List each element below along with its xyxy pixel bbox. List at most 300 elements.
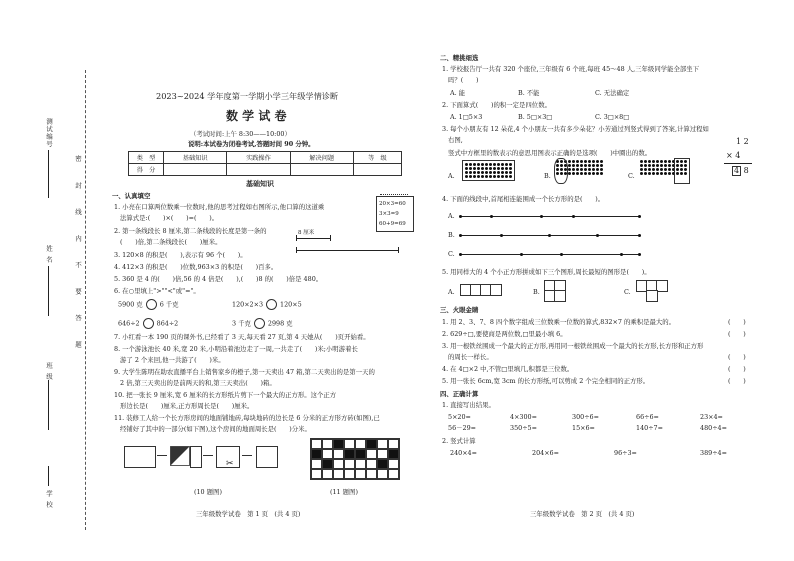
q6: 6. 在○里填上">""<"或"="。 bbox=[114, 287, 200, 295]
dot bbox=[592, 160, 595, 163]
compare-right: 6 千克 bbox=[159, 300, 179, 309]
floor-tile bbox=[333, 459, 344, 469]
calc-card-rings bbox=[380, 194, 408, 198]
q7: 7. 小红看一本 190 页的课外书,已经看了 3 天,每天看 27 页,第 4 天她从( )页开始看。 bbox=[114, 333, 370, 341]
q10-line-a: 10. 把一张长 9 厘米,宽 6 厘米的长方形纸片剪下一个最大的正方形。这个正方 bbox=[114, 391, 337, 399]
shape-c-cell bbox=[646, 290, 658, 302]
dot bbox=[481, 171, 484, 174]
mc1-option-c[interactable]: C. 无法确定 bbox=[595, 89, 630, 97]
dot bbox=[652, 164, 655, 167]
section-4-title: 四、正确计算 bbox=[440, 390, 479, 398]
mc5: 5. 用同样大的 4 个小正方形拼成如下三个图形,周长最短的图形是( )。 bbox=[442, 268, 651, 276]
calc-line: 60+9=69 bbox=[379, 221, 406, 227]
page-2-footer: 三年级数学试卷 第 2 页 (共 4 页) bbox=[530, 510, 635, 518]
binding-line bbox=[48, 266, 49, 316]
dot bbox=[592, 164, 595, 167]
dot bbox=[640, 164, 643, 167]
floor-tile bbox=[344, 459, 355, 469]
option-b-label[interactable]: B. bbox=[544, 172, 551, 180]
section-3-title: 三、火眼金睛 bbox=[440, 306, 479, 314]
section-2-title: 二、精挑细选 bbox=[440, 54, 479, 62]
dot bbox=[584, 168, 587, 171]
dot bbox=[568, 164, 571, 167]
dot bbox=[485, 175, 488, 178]
q11-line-b: 经铺好了其中的一部分(如下图),这个房间的地面周长是( )分米。 bbox=[120, 425, 311, 433]
compare-row bbox=[118, 299, 179, 310]
floor-tile bbox=[388, 469, 399, 479]
q4: 4. 412×3 的积是( )位数,963×3 的积是( )百多。 bbox=[114, 263, 278, 271]
dot bbox=[656, 160, 659, 163]
seal-dashed-line bbox=[85, 70, 86, 530]
calc-1-title: 1. 直接写出结果。 bbox=[442, 401, 495, 409]
dot bbox=[572, 172, 575, 175]
dot bbox=[584, 160, 587, 163]
dot bbox=[600, 172, 603, 175]
score-cell[interactable] bbox=[290, 164, 353, 176]
oral-calc-item: 480÷4= bbox=[700, 424, 727, 432]
dot bbox=[572, 164, 575, 167]
dot bbox=[580, 168, 583, 171]
q8-line-b: 游了 2 个来回,他一共游了( )米。 bbox=[120, 356, 225, 364]
dot bbox=[493, 171, 496, 174]
dot bbox=[596, 164, 599, 167]
dot bbox=[505, 175, 508, 178]
dot bbox=[576, 168, 579, 171]
figure-11-tile-grid bbox=[310, 438, 400, 480]
score-cell[interactable] bbox=[164, 164, 227, 176]
floor-tile bbox=[311, 439, 322, 449]
dot bbox=[588, 168, 591, 171]
dot bbox=[660, 168, 663, 171]
dot bbox=[568, 160, 571, 163]
shape-a-cell bbox=[490, 284, 502, 296]
dot bbox=[656, 164, 659, 167]
compare-left: 3 千克 bbox=[232, 319, 251, 328]
oral-calc-item: 350÷5= bbox=[510, 424, 537, 432]
dot bbox=[668, 168, 671, 171]
floor-tile bbox=[355, 459, 366, 469]
binding-line bbox=[48, 466, 49, 486]
dot bbox=[588, 160, 591, 163]
vertical-mult-top: 1 2 bbox=[736, 137, 749, 146]
q9-line-a: 9. 大学生陈明在助农直播平台上销售家乡的橙子,第一天卖出 47 箱,第二天卖出的是第一天的 bbox=[114, 368, 375, 376]
mc2: 2. 下面算式( )的积一定是四位数。 bbox=[442, 101, 551, 109]
judge-3-line-b: 的周长一样长。 bbox=[448, 353, 493, 361]
ruler-label: 8 厘米 bbox=[298, 230, 315, 236]
dot bbox=[588, 164, 591, 167]
dot bbox=[644, 160, 647, 163]
oral-calc-item: 4×300= bbox=[510, 413, 537, 421]
compare-row bbox=[118, 318, 178, 329]
caption-figure-10: (10 题图) bbox=[194, 488, 222, 496]
dot bbox=[501, 171, 504, 174]
dot bbox=[644, 164, 647, 167]
floor-tile bbox=[388, 439, 399, 449]
floor-tile bbox=[377, 449, 388, 459]
dot bbox=[477, 171, 480, 174]
dot bbox=[465, 175, 468, 178]
compare-circle[interactable] bbox=[266, 299, 277, 310]
option-c-box bbox=[674, 158, 690, 184]
binding-line bbox=[48, 380, 49, 430]
line-set-b-label[interactable]: B. bbox=[448, 231, 455, 239]
judge-3-line-a: 3. 用一根铁丝围成一个最大的正方形,再用同一根铁丝围成一个最大的长方形,长方形和正方形 bbox=[442, 342, 704, 350]
dot bbox=[644, 172, 647, 175]
q8-line-a: 8. 一个游泳池长 40 米,宽 20 米,小明沿着池边走了一周,一共走了( )米;小明游着长 bbox=[114, 345, 358, 353]
dot bbox=[509, 167, 512, 170]
judge-5-paren[interactable]: ( ) bbox=[728, 377, 746, 385]
floor-tile bbox=[366, 459, 377, 469]
dot bbox=[485, 167, 488, 170]
dot bbox=[640, 172, 643, 175]
mc3-line-a: 3. 每个小朋友有 12 朵花,4 个小朋友一共有多少朵花？小芳通过列竖式得到了答案,计算过程如 bbox=[442, 125, 709, 133]
mc1-option-b[interactable]: B. 不能 bbox=[518, 89, 540, 97]
dot bbox=[572, 160, 575, 163]
dot bbox=[481, 175, 484, 178]
segment-point bbox=[620, 253, 623, 256]
exam-time: （考试时间:上午 8:30——10:00） bbox=[190, 130, 291, 138]
compare-left: 120×2×3 bbox=[232, 300, 264, 309]
dot bbox=[648, 172, 651, 175]
compare-left: 646÷2 bbox=[118, 319, 140, 328]
dot bbox=[481, 167, 484, 170]
fig10-result-square bbox=[256, 446, 278, 468]
mc2-option-a[interactable]: A. 1□5×3 bbox=[450, 113, 483, 121]
floor-tile bbox=[322, 449, 333, 459]
section-1-title: 一、认真填空 bbox=[112, 192, 151, 200]
dot bbox=[580, 172, 583, 175]
score-header-basic: 基础知识 bbox=[164, 152, 227, 164]
calc-card bbox=[376, 196, 414, 232]
vertical-calc-item: 389÷4= bbox=[700, 449, 727, 457]
segment-1 bbox=[296, 238, 330, 239]
segment-2 bbox=[296, 250, 398, 251]
score-row-label: 得 分 bbox=[129, 164, 164, 176]
dot bbox=[497, 167, 500, 170]
segment-point bbox=[459, 215, 462, 218]
judge-4-paren[interactable]: ( ) bbox=[728, 365, 746, 373]
dot bbox=[668, 160, 671, 163]
compare-left: 5900 克 bbox=[118, 300, 143, 309]
dot bbox=[489, 175, 492, 178]
segment-1-tick bbox=[330, 235, 331, 241]
shape-a-label[interactable]: A. bbox=[448, 288, 455, 296]
line-set-c-label[interactable]: C. bbox=[448, 250, 455, 258]
exam-subject: 数 学 试 卷 bbox=[226, 109, 287, 123]
dot bbox=[505, 171, 508, 174]
dot bbox=[501, 163, 504, 166]
segment-2-tick bbox=[398, 247, 399, 253]
exam-title: 2023~2024 学年度第一学期小学三年级学情诊断 bbox=[156, 91, 339, 101]
highlighted-digit-box: 4 bbox=[734, 166, 740, 175]
compare-circle[interactable] bbox=[143, 318, 154, 329]
dot bbox=[497, 171, 500, 174]
fig10-arrow bbox=[242, 455, 252, 456]
scissors-icon: ✂ bbox=[226, 459, 234, 469]
judge-2-paren[interactable]: ( ) bbox=[728, 330, 746, 338]
judge-1: 1. 用 2、3、7、8 四个数字组成三位数乘一位数的算式,832×7 的乘积是最大的。 bbox=[442, 318, 676, 326]
dot bbox=[489, 167, 492, 170]
mc3-line-c: 竖式中方框里的数表示的意思用图表示正确的是选项( )中圈出的数。 bbox=[448, 149, 652, 157]
compare-right: 120×5 bbox=[280, 300, 302, 309]
shape-b-cell bbox=[554, 290, 566, 302]
calc-line: 3×3=9 bbox=[379, 211, 399, 217]
compare-circle[interactable] bbox=[254, 318, 265, 329]
floor-tile bbox=[388, 459, 399, 469]
segment-point bbox=[572, 215, 575, 218]
judge-5: 5. 用一张长 6cm,宽 3cm 的长方形纸,可以剪成 2 个完全相同的正方形。 bbox=[442, 377, 650, 385]
floor-tile bbox=[311, 469, 322, 479]
dot bbox=[600, 164, 603, 167]
line-set-a-label[interactable]: A. bbox=[448, 212, 455, 220]
q1-line-a: 1. 小亮在口算两位数乘一位数时,他的思考过程如右图所示,他口算的这道乘 bbox=[114, 203, 325, 211]
side-label-class: 班 级 bbox=[45, 362, 53, 381]
segment-point bbox=[560, 253, 563, 256]
segment-2-tick bbox=[296, 247, 297, 253]
mc2-option-b[interactable]: B. 5□×3□ bbox=[518, 113, 553, 121]
floor-tile bbox=[344, 439, 355, 449]
floor-tile bbox=[333, 469, 344, 479]
dot bbox=[501, 167, 504, 170]
floor-tile bbox=[333, 439, 344, 449]
oral-calc-item: 5×20= bbox=[448, 413, 471, 421]
dot bbox=[644, 168, 647, 171]
judge-4: 4. 在 4□×2 中,不管□里填几,积都是三位数。 bbox=[442, 365, 574, 373]
dot bbox=[580, 160, 583, 163]
floor-tile bbox=[311, 449, 322, 459]
dot bbox=[469, 167, 472, 170]
dot bbox=[576, 164, 579, 167]
dot bbox=[640, 160, 643, 163]
dot bbox=[648, 164, 651, 167]
dot bbox=[473, 171, 476, 174]
section-basic-heading: 基础知识 bbox=[246, 179, 274, 188]
dot bbox=[568, 168, 571, 171]
mc4: 4. 下面的线段中,首尾相连能围成一个长方形的是( )。 bbox=[442, 195, 605, 203]
floor-tile bbox=[377, 459, 388, 469]
floor-tile bbox=[322, 469, 333, 479]
dot bbox=[652, 160, 655, 163]
option-a-dot-array bbox=[462, 160, 515, 181]
score-cell[interactable] bbox=[353, 164, 401, 176]
floor-tile bbox=[377, 469, 388, 479]
floor-tile bbox=[377, 439, 388, 449]
dot bbox=[509, 163, 512, 166]
vertical-mult-multiplier: × 4 bbox=[726, 151, 741, 160]
segment-point bbox=[596, 234, 599, 237]
segment-point bbox=[638, 234, 641, 237]
score-cell[interactable] bbox=[227, 164, 290, 176]
dot bbox=[580, 164, 583, 167]
mc1-line-b: 吗？( ) bbox=[448, 76, 479, 84]
option-b-circle bbox=[554, 158, 568, 184]
option-c-label[interactable]: C. bbox=[628, 172, 635, 180]
floor-tile bbox=[366, 469, 377, 479]
dot bbox=[588, 172, 591, 175]
oral-calc-item: 66÷6= bbox=[636, 413, 659, 421]
q10-line-b: 形边长是( )厘米,正方形周长是( )厘米。 bbox=[120, 402, 254, 410]
segment-point bbox=[638, 253, 641, 256]
dot bbox=[596, 160, 599, 163]
seal-line-text: 密 封 线 内 不 要 答 题 bbox=[74, 155, 82, 357]
q11-line-a: 11. 装修工人给一个长方形房间的地面铺地砖,每块地砖的边长是 6 分米的正方形方砖(如图),已 bbox=[114, 414, 380, 422]
dot bbox=[477, 163, 480, 166]
mc1-option-a[interactable]: A. 能 bbox=[450, 89, 466, 97]
segment-point bbox=[540, 215, 543, 218]
vertical-calc-item: 204×6= bbox=[532, 449, 559, 457]
segment-1-tick bbox=[296, 235, 297, 241]
dot bbox=[652, 172, 655, 175]
oral-calc-item: 56－29= bbox=[448, 424, 477, 432]
compare-right: 864÷2 bbox=[156, 319, 179, 328]
oral-calc-item: 140÷7= bbox=[636, 424, 663, 432]
dot bbox=[584, 164, 587, 167]
dot bbox=[469, 175, 472, 178]
shape-c-label[interactable]: C. bbox=[624, 288, 631, 296]
compare-right: 2998 克 bbox=[267, 319, 293, 328]
dot bbox=[664, 164, 667, 167]
floor-tile bbox=[344, 449, 355, 459]
judge-3-paren[interactable]: ( ) bbox=[728, 353, 746, 361]
dot bbox=[509, 171, 512, 174]
floor-tile bbox=[366, 449, 377, 459]
compare-circle[interactable] bbox=[146, 299, 157, 310]
dot bbox=[660, 164, 663, 167]
segment-point bbox=[490, 215, 493, 218]
segment-point bbox=[520, 253, 523, 256]
dot bbox=[509, 175, 512, 178]
dot bbox=[640, 168, 643, 171]
segment-point bbox=[548, 234, 551, 237]
page-1-footer: 三年级数学试卷 第 1 页 (共 4 页) bbox=[196, 510, 301, 518]
dot bbox=[465, 167, 468, 170]
side-label-name: 姓 名 bbox=[45, 245, 53, 264]
dot bbox=[592, 168, 595, 171]
floor-tile bbox=[333, 449, 344, 459]
dot bbox=[648, 160, 651, 163]
dot bbox=[656, 168, 659, 171]
mc2-option-c[interactable]: C. 3□×8□ bbox=[595, 113, 630, 121]
dot bbox=[664, 168, 667, 171]
fig10-arrow bbox=[203, 455, 213, 456]
score-table bbox=[128, 151, 402, 176]
score-header-practice: 实践操作 bbox=[227, 152, 290, 164]
q2-line-a: 2. 第一条线段长 8 厘米,第二条线段的长度是第一条的 bbox=[114, 227, 267, 235]
mc3-line-b: 右图, bbox=[448, 136, 463, 144]
dot bbox=[469, 171, 472, 174]
dot bbox=[600, 160, 603, 163]
floor-tile bbox=[355, 439, 366, 449]
dot bbox=[485, 163, 488, 166]
dot bbox=[493, 163, 496, 166]
judge-2: 2. 629÷□,要使商是两位数,□里最小填 6。 bbox=[442, 330, 567, 338]
shape-b-label[interactable]: B. bbox=[533, 288, 540, 296]
fig10-strip bbox=[190, 446, 202, 468]
q9-line-b: 2 倍,第三天卖出的是前两天的和,第三天卖出( )箱。 bbox=[120, 379, 276, 387]
caption-figure-11: (11 题图) bbox=[330, 488, 358, 496]
dot bbox=[473, 167, 476, 170]
floor-tile bbox=[322, 459, 333, 469]
dot bbox=[656, 172, 659, 175]
floor-tile bbox=[355, 449, 366, 459]
dot bbox=[576, 172, 579, 175]
fig10-arrow bbox=[157, 455, 167, 456]
calc-2-title: 2. 竖式计算 bbox=[442, 437, 476, 445]
dot bbox=[493, 167, 496, 170]
segment-point bbox=[638, 215, 641, 218]
floor-tile bbox=[388, 449, 399, 459]
side-label-kaochang: 测试编号 bbox=[45, 118, 53, 148]
floor-tile bbox=[366, 439, 377, 449]
dot bbox=[477, 175, 480, 178]
option-a-label[interactable]: A. bbox=[448, 172, 455, 180]
dot bbox=[473, 163, 476, 166]
dot bbox=[477, 167, 480, 170]
vertical-calc-item: 240×4= bbox=[450, 449, 477, 457]
dot bbox=[596, 172, 599, 175]
calc-line: 20×3=60 bbox=[379, 201, 406, 207]
mc1-line-a: 1. 学校报告厅一共有 320 个座位,三年级有 6 个班,每班 45～48 人,三年级同学能全部坐下 bbox=[442, 65, 700, 73]
dot bbox=[505, 163, 508, 166]
score-header-solve: 解决问题 bbox=[290, 152, 353, 164]
compare-row bbox=[232, 318, 293, 329]
dot bbox=[648, 168, 651, 171]
q2-line-b: ( )倍,第二条线段长( )厘米。 bbox=[120, 238, 222, 246]
dot bbox=[497, 175, 500, 178]
dot bbox=[489, 171, 492, 174]
dot bbox=[572, 168, 575, 171]
floor-tile bbox=[344, 469, 355, 479]
floor-tile bbox=[322, 439, 333, 449]
segment-point bbox=[500, 234, 503, 237]
segment-point bbox=[459, 234, 462, 237]
dot bbox=[493, 175, 496, 178]
dot bbox=[473, 175, 476, 178]
dot bbox=[481, 163, 484, 166]
q3: 3. 120×8 的积是( ),表示有 96 个( )。 bbox=[114, 251, 247, 259]
dot bbox=[664, 172, 667, 175]
dot bbox=[576, 160, 579, 163]
vertical-mult-result bbox=[732, 166, 749, 176]
binding-line bbox=[48, 150, 49, 198]
dot bbox=[664, 160, 667, 163]
dot bbox=[600, 168, 603, 171]
line-set-a bbox=[460, 216, 640, 217]
floor-tile bbox=[311, 459, 322, 469]
dot bbox=[596, 168, 599, 171]
compare-row bbox=[232, 299, 302, 310]
q1-line-b: 法算式是:( )×( )=( )。 bbox=[120, 214, 219, 222]
dot bbox=[469, 163, 472, 166]
side-label-school: 学 校 bbox=[45, 490, 53, 509]
dot bbox=[505, 167, 508, 170]
dot bbox=[668, 172, 671, 175]
floor-tile bbox=[355, 469, 366, 479]
segment-point bbox=[459, 253, 462, 256]
oral-calc-item: 23×4= bbox=[700, 413, 723, 421]
dot bbox=[652, 168, 655, 171]
result-digit: 8 bbox=[743, 166, 749, 175]
dot bbox=[489, 163, 492, 166]
dot bbox=[485, 171, 488, 174]
dot bbox=[568, 172, 571, 175]
judge-1-paren[interactable]: ( ) bbox=[728, 318, 746, 326]
oral-calc-item: 15×6= bbox=[572, 424, 595, 432]
vertical-mult-bar bbox=[724, 163, 752, 164]
dot bbox=[465, 171, 468, 174]
fig10-folded-square bbox=[170, 446, 190, 466]
dot bbox=[660, 172, 663, 175]
